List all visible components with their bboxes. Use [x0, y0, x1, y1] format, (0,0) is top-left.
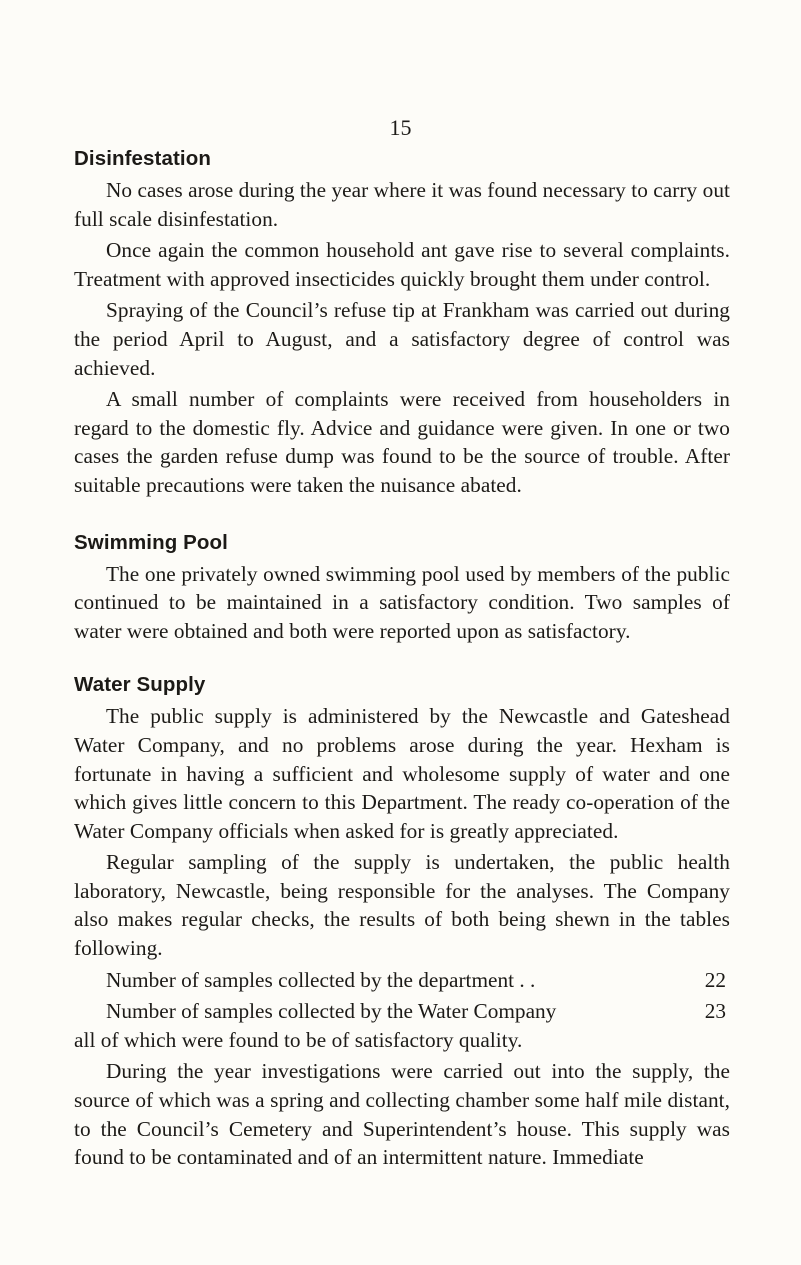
section-swimming-pool: [74, 530, 730, 646]
paragraph: all of which were found to be of satisfactory quality.: [74, 1027, 523, 1052]
sample-count-value: 23: [704, 999, 726, 1024]
sample-count-row: [74, 997, 730, 1026]
sample-count-row: [74, 966, 730, 995]
paragraph: Once again the common household ant gave rise to several complaints. Treatment with approved insecticides quickly brought them under control.: [74, 238, 730, 291]
paragraph: During the year investigations were carried out into the supply, the source of which was a spring and collecting chamber some half mile distant, to the Council’s Cemetery and Superintendent’s house. This supply was found to be contaminated and of an intermittent nature. Immediate: [74, 1059, 730, 1170]
section-disinfestation: [74, 146, 730, 500]
paragraph: Regular sampling of the supply is undertaken, the public health laboratory, Newcastle, being responsible for the analyses. The Company also makes regular checks, the results of both being shewn in the tables following.: [74, 850, 730, 961]
section-heading: Swimming Pool: [74, 530, 228, 554]
section-water-supply: [74, 672, 730, 1172]
page-number: 15: [389, 115, 412, 140]
section-heading: Water Supply: [74, 673, 206, 697]
section-heading: Disinfestation: [74, 147, 211, 170]
paragraph: The public supply is administered by the Newcastle and Gateshead Water Company, and no problems arose during the year. Hexham is fortunate in having a sufficient and wholesome supply of water and one which gives little concern to this Department. The ready co-operation of the Water Company officials when asked for is greatly appreciated.: [74, 704, 730, 843]
paragraph: The one privately owned swimming pool used by members of the public continued to be maintained in a satisfactory condition. Two samples of water were obtained and both were reported upon as satisfactory.: [74, 561, 730, 643]
sample-count-value: 22: [704, 967, 726, 992]
sample-count-label: Number of samples collected by the Water Company: [106, 999, 557, 1024]
paragraph: Spraying of the Council’s refuse tip at Frankham was carried out during the period April to August, and a satisfactory degree of control was achieved.: [74, 298, 730, 380]
sample-count-label: Number of samples collected by the department . .: [106, 967, 536, 992]
page-body: [74, 146, 730, 1202]
paragraph: A small number of complaints were received from householders in regard to the domestic fly. Advice and guidance were given. In one or two cases the garden refuse dump was found to be the source of trouble. After suitable precautions were taken the nuisance abated.: [74, 387, 730, 497]
paragraph: No cases arose during the year where it was found necessary to carry out full scale disinfestation.: [74, 178, 730, 231]
